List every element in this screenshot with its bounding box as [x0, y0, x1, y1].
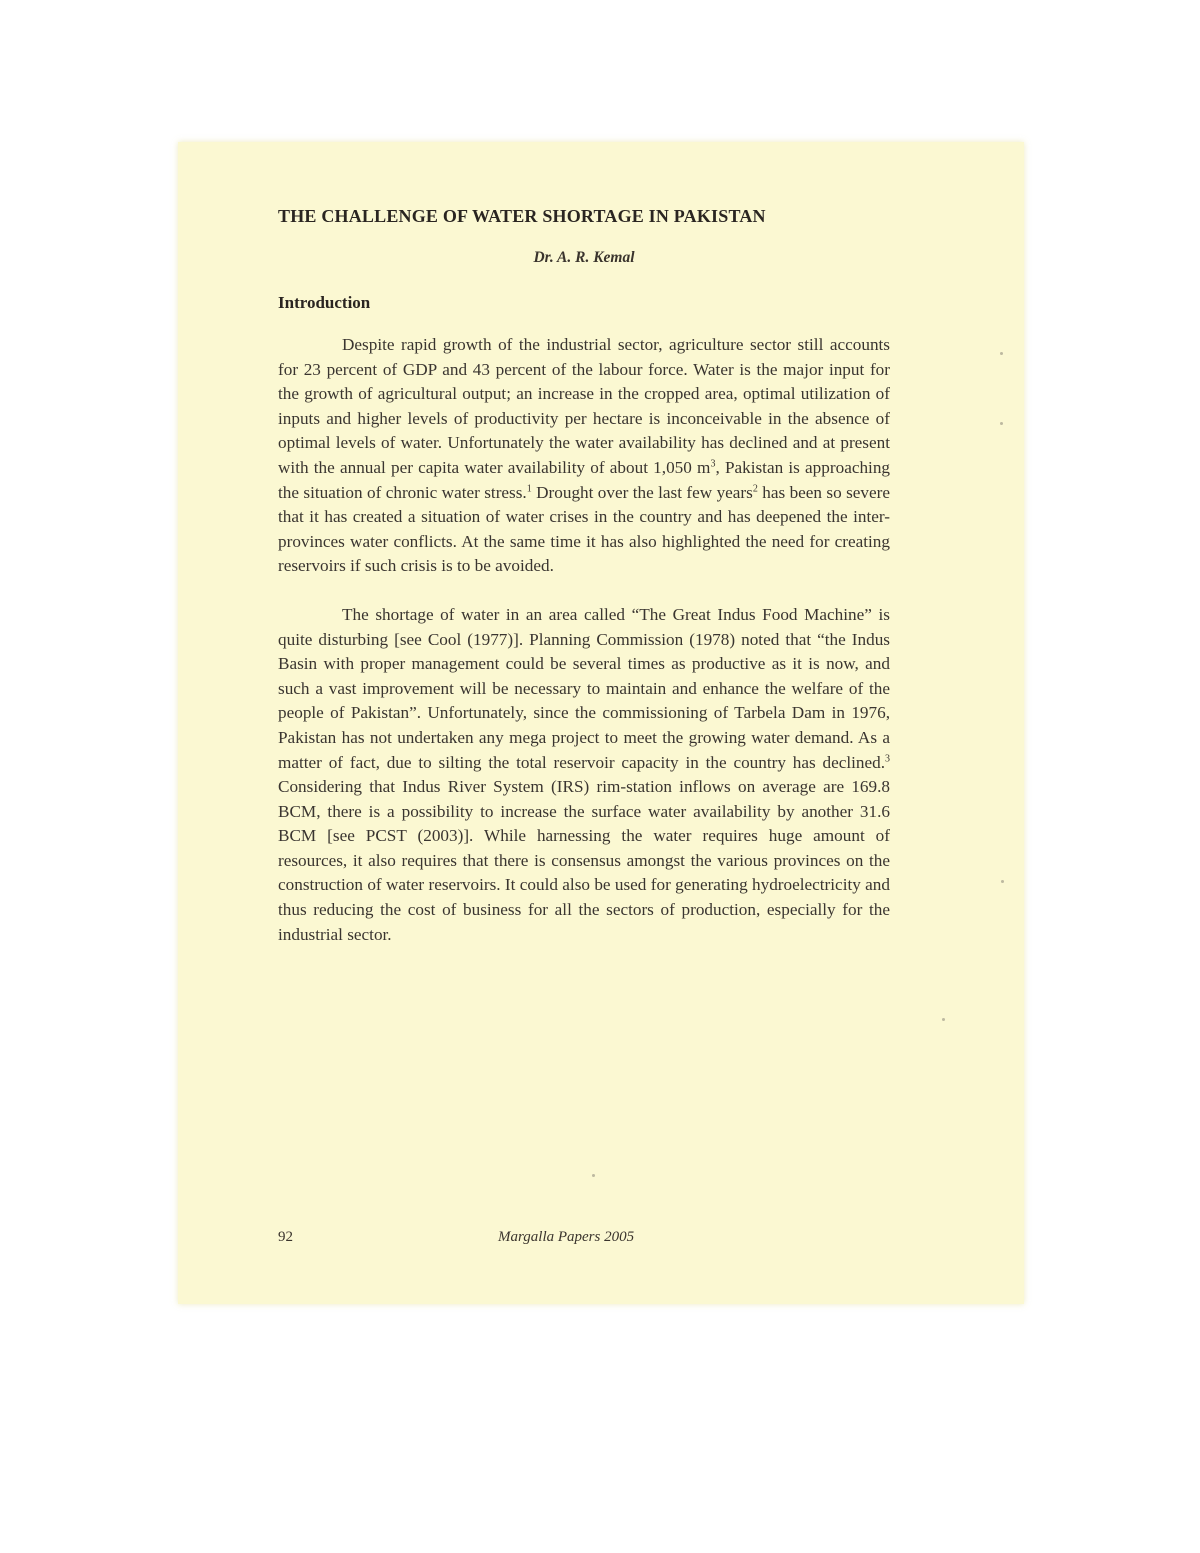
article-body — [278, 206, 890, 947]
scan-speck — [592, 1174, 595, 1177]
paragraph-1-text-c: Drought over the last few years — [531, 482, 753, 502]
paragraph-2-text-a: The shortage of water in an area called “The Great Indus Food Machine” is quite disturbing [see Cool (1977)]. Planning Commission (1978) noted that “the Indus Basin with proper management could be several times as productive as it is now, and such a vast improvement will be necessary to maintain and enhance the welfare of the people of Pakistan”. Unfortunately, since the commissioning of Tarbela Dam in 1976, Pakistan has not undertaken any mega project to meet the growing water demand. As a matter of fact, due to silting the total reservoir capacity in the country has declined. — [278, 604, 890, 772]
paragraph-2-text-b: Considering that Indus River System (IRS) rim-station inflows on average are 169.8 BCM, there is a possibility to increase the surface water availability by another 31.6 BCM [see PCST (2003)]. While harnessing the water requires huge amount of resources, it also requires that there is consensus amongst the various provinces on the construction of water reservoirs. It could also be used for generating hydroelectricity and thus reducing the cost of business for all the sectors of production, especially for the industrial sector. — [278, 777, 890, 944]
paragraph-1-text-b: , Pakistan is approaching the situation of chronic water stress. — [278, 457, 891, 502]
footnote-ref-2: 2 — [752, 482, 758, 494]
scan-speck — [942, 1018, 945, 1021]
paragraph-1 — [278, 333, 890, 579]
page-number: 92 — [278, 1229, 293, 1245]
document-page — [178, 142, 1024, 1304]
scan-speck — [1000, 422, 1003, 425]
scan-speck — [1001, 880, 1004, 883]
superscript-cubic: 3 — [710, 458, 716, 470]
footnote-ref-3: 3 — [885, 752, 890, 764]
section-heading-introduction: Introduction — [278, 293, 371, 312]
author-byline: Dr. A. R. Kemal — [533, 249, 635, 266]
paragraph-1-text-d: has been so severe that it has created a situation of water crises in the country and has deepened the inter-provinces water conflicts. At the same time it has also highlighted the need for creating reservoirs if such crisis is to be avoided. — [278, 482, 890, 576]
journal-name: Margalla Papers 2005 — [498, 1229, 635, 1245]
article-title: THE CHALLENGE OF WATER SHORTAGE IN PAKISTAN — [278, 206, 766, 226]
scan-speck — [1000, 352, 1003, 355]
footnote-ref-1: 1 — [526, 482, 532, 494]
paragraph-2 — [278, 603, 890, 947]
paragraph-1-text-a: Despite rapid growth of the industrial sector, agriculture sector still accounts for 23 percent of GDP and 43 percent of the labour force. Water is the major input for the growth of agricultural output; an increase in the cropped area, optimal utilization of inputs and higher levels of productivity per hectare is inconceivable in the absence of optimal levels of water. Unfortunately the water availability has declined and at present with the annual per capita water availability of about 1,050 m — [278, 335, 890, 477]
